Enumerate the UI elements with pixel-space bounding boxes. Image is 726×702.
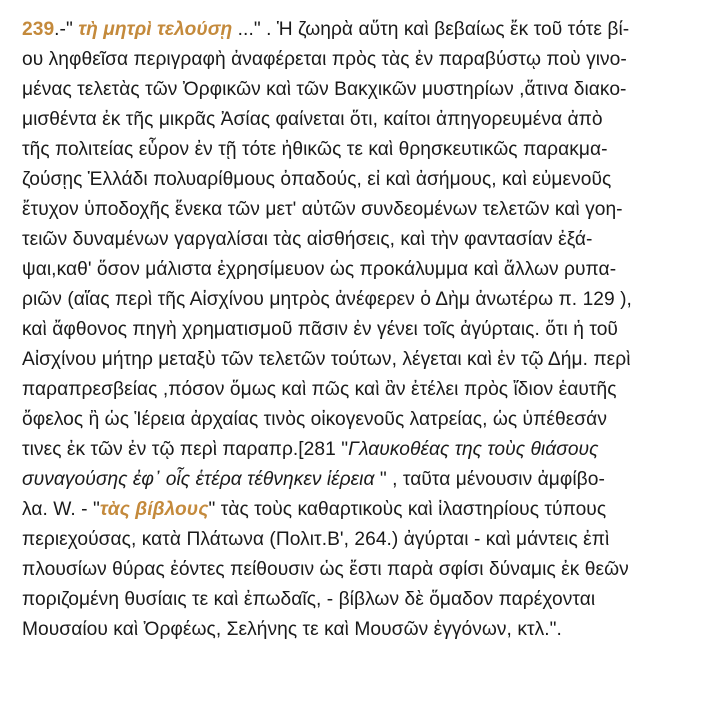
text-span: " τὰς τοὺς καθαρτικοὺς καὶ ἱλαστηρίους τύπους	[208, 499, 607, 520]
text-span: ου ληφθεῖσα περιγραφὴ ἀναφέρεται πρὸς τὰς ἐν παραβύστῳ ποὺ γινο-	[22, 49, 627, 70]
text-line	[22, 435, 712, 465]
text-line	[22, 585, 712, 615]
text-line	[22, 525, 712, 555]
text-span: μισθέντα ἐκ τῆς μικρᾶς Ἀσίας φαίνεται ὅτι, καίτοι ἀπηγορευμένα ἀπὸ	[22, 109, 603, 130]
text-span: Μουσαίου καὶ Ὀρφέως, Σελήνης τε καὶ Μουσῶν ἐγγόνων, κτλ.".	[22, 619, 562, 640]
text-line	[22, 345, 712, 375]
text-line	[22, 165, 712, 195]
text-line	[22, 615, 712, 645]
text-line	[22, 495, 712, 525]
text-line	[22, 75, 712, 105]
text-line	[22, 405, 712, 435]
text-span: ..." . Ἡ ζωηρὰ αὕτη καὶ βεβαίως ἔκ τοῦ τότε βί-	[232, 19, 630, 40]
text-span: τειῶν δυναμένων γαργαλίσαι τὰς αἰσθήσεις, καὶ τὴν φαντασίαν ἐξά-	[22, 229, 593, 250]
text-line	[22, 255, 712, 285]
text-line	[22, 45, 712, 75]
text-span: Αἰσχίνου μήτηρ μεταξὺ τῶν τελετῶν τούτων, λέγεται καὶ ἐν τῷ Δήμ. περὶ	[22, 349, 631, 370]
text-span: ἔτυχον ὑποδοχῆς ἕνεκα τῶν μετ' αὐτῶν συνδεομένων τελετῶν καὶ γοη-	[22, 199, 623, 220]
text-span: καὶ ἄφθονος πηγὴ χρηματισμοῦ πᾶσιν ἐν γένει τοῖς ἀγύρταις. ὅτι ἡ τοῦ	[22, 319, 618, 340]
text-span: περιεχούσας, κατὰ Πλάτωνα (Πολιτ.Β', 264.) ἀγύρται - καὶ μάντεις ἐπὶ	[22, 529, 610, 550]
text-line	[22, 315, 712, 345]
text-line	[22, 15, 712, 45]
text-line	[22, 195, 712, 225]
text-span: μένας τελετὰς τῶν Ὀρφικῶν καὶ τῶν Βακχικῶν μυστηρίων ,ἅτινα διακο-	[22, 79, 627, 100]
highlighted-quote: τὰς βίβλους	[99, 499, 209, 520]
text-line	[22, 225, 712, 255]
italic-quote: συναγούσης ἐφ᾽ οἷς ἑτέρα τέθνηκεν ἱέρεια	[22, 469, 375, 490]
text-line	[22, 105, 712, 135]
text-span: ὄφελος ἢ ὡς Ἱέρεια ἀρχαίας τινὸς οἰκογενοῦς λατρείας, ὡς ὑπέθεσάν	[22, 409, 607, 430]
commentary-entry	[22, 15, 712, 645]
text-span: τῆς πολιτείας εὗρον ἐν τῇ τότε ἠθικῶς τε καὶ θρησκευτικῶς παρακμα-	[22, 139, 608, 160]
text-span: .-"	[54, 19, 79, 40]
highlighted-quote: τὴ μητρὶ τελούσῃ	[78, 19, 233, 40]
text-line	[22, 285, 712, 315]
entry-number: 239	[22, 19, 55, 40]
text-span: ψαι,καθ' ὅσον μάλιστα ἐχρησίμευον ὡς προκάλυμμα καὶ ἄλλων ρυπα-	[22, 259, 617, 280]
text-span: " , ταῦτα μένουσιν ἀμφίβο-	[374, 469, 605, 490]
text-span: ποριζομένη θυσίαις τε καὶ ἐπωδαῖς, - βίβλων δὲ ὅμαδον παρέχονται	[22, 589, 596, 610]
text-line	[22, 465, 712, 495]
text-line	[22, 555, 712, 585]
text-span: ριῶν (αἵας περὶ τῆς Αἰσχίνου μητρὸς ἀνέφερεν ὁ Δὴμ ἀνωτέρω π. 129 ),	[22, 289, 632, 310]
text-span: πλουσίων θύρας ἐόντες πείθουσιν ὡς ἔστι παρὰ σφίσι δύναμις ἐκ θεῶν	[22, 559, 629, 580]
text-span: παραπρεσβείας ,πόσον ὅμως καὶ πῶς καὶ ἂν ἐτέλει πρὸς ἴδιον ἑαυτῆς	[22, 379, 617, 400]
text-line	[22, 135, 712, 165]
text-span: τινες ἐκ τῶν ἐν τῷ περὶ παραπρ.[281 "	[22, 439, 349, 460]
text-line	[22, 375, 712, 405]
italic-quote: Γλαυκοθέας της τοὺς θιάσους	[348, 439, 599, 460]
text-span: λα. W. - "	[22, 499, 100, 520]
text-span: ζούσῃς Ἑλλάδι πολυαρίθμους ὀπαδούς, εἰ καὶ ἀσήμους, καὶ εὐμενοῦς	[22, 169, 612, 190]
